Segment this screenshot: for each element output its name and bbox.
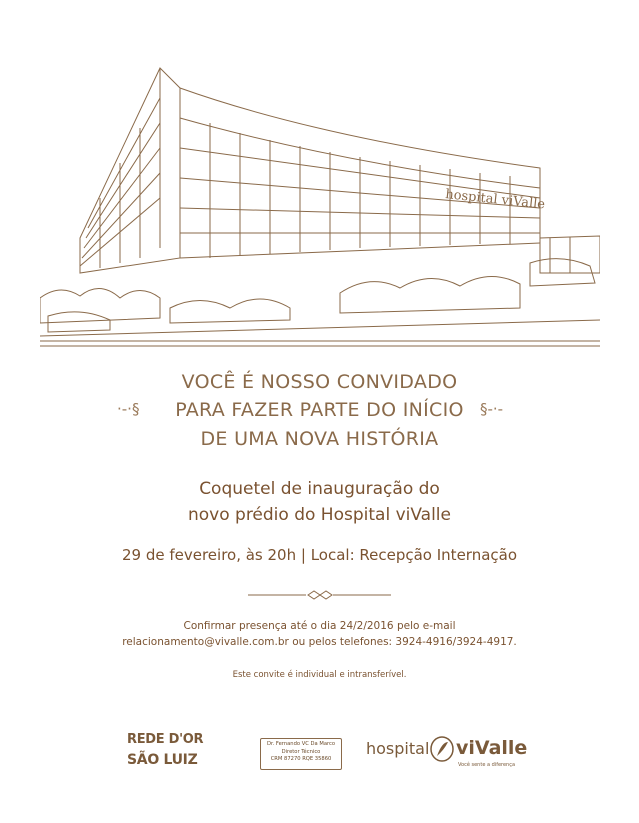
- headline-line-2: PARA FAZER PARTE DO INÍCIO: [175, 399, 464, 421]
- hospital-building-illustration: [40, 58, 600, 350]
- headline-line-1: VOCÊ É NOSSO CONVIDADO: [181, 371, 458, 393]
- stamp-name: Dr. Fernando VC Da Marco: [266, 741, 336, 747]
- building-sign: hospital viValle: [444, 187, 546, 213]
- divider-ornament-icon: [248, 588, 391, 602]
- confirm-line-1: Confirmar presença até o dia 24/2/2016 pelo e-mail: [183, 620, 456, 632]
- rede-dor-text: REDE D'OR: [127, 732, 204, 747]
- hospital-vivalle-logo: [366, 734, 526, 774]
- vivalle-tagline: Você sente a diferença: [458, 762, 516, 768]
- sao-luiz-text: SÃO LUIZ: [127, 752, 198, 768]
- vivalle-word: viValle: [456, 737, 528, 759]
- ornament-right-icon: §-·-: [480, 400, 504, 418]
- stamp-crm: CRM 87270 RQE 35860: [270, 756, 332, 762]
- ornament-left-icon: ·-·§: [117, 400, 140, 418]
- event-details: 29 de fevereiro, às 20h | Local: Recepção Internação: [121, 546, 518, 564]
- confirm-line-2: relacionamento@vivalle.com.br ou pelos telefones: 3924-4916/3924-4917.: [122, 636, 517, 648]
- leaf-icon: [430, 736, 454, 762]
- hospital-word: hospital: [366, 739, 430, 758]
- subtitle-line-1: Coquetel de inauguração do: [199, 479, 440, 499]
- subtitle-line-2: novo prédio do Hospital viValle: [187, 505, 451, 525]
- stamp-role: Diretor Técnico: [281, 748, 321, 755]
- rede-dor-sao-luiz-logo: [127, 732, 219, 778]
- headline-line-3: DE UMA NOVA HISTÓRIA: [200, 428, 439, 450]
- technical-director-stamp: [260, 738, 342, 770]
- invite-note: Este convite é individual e intransferível.: [232, 670, 407, 680]
